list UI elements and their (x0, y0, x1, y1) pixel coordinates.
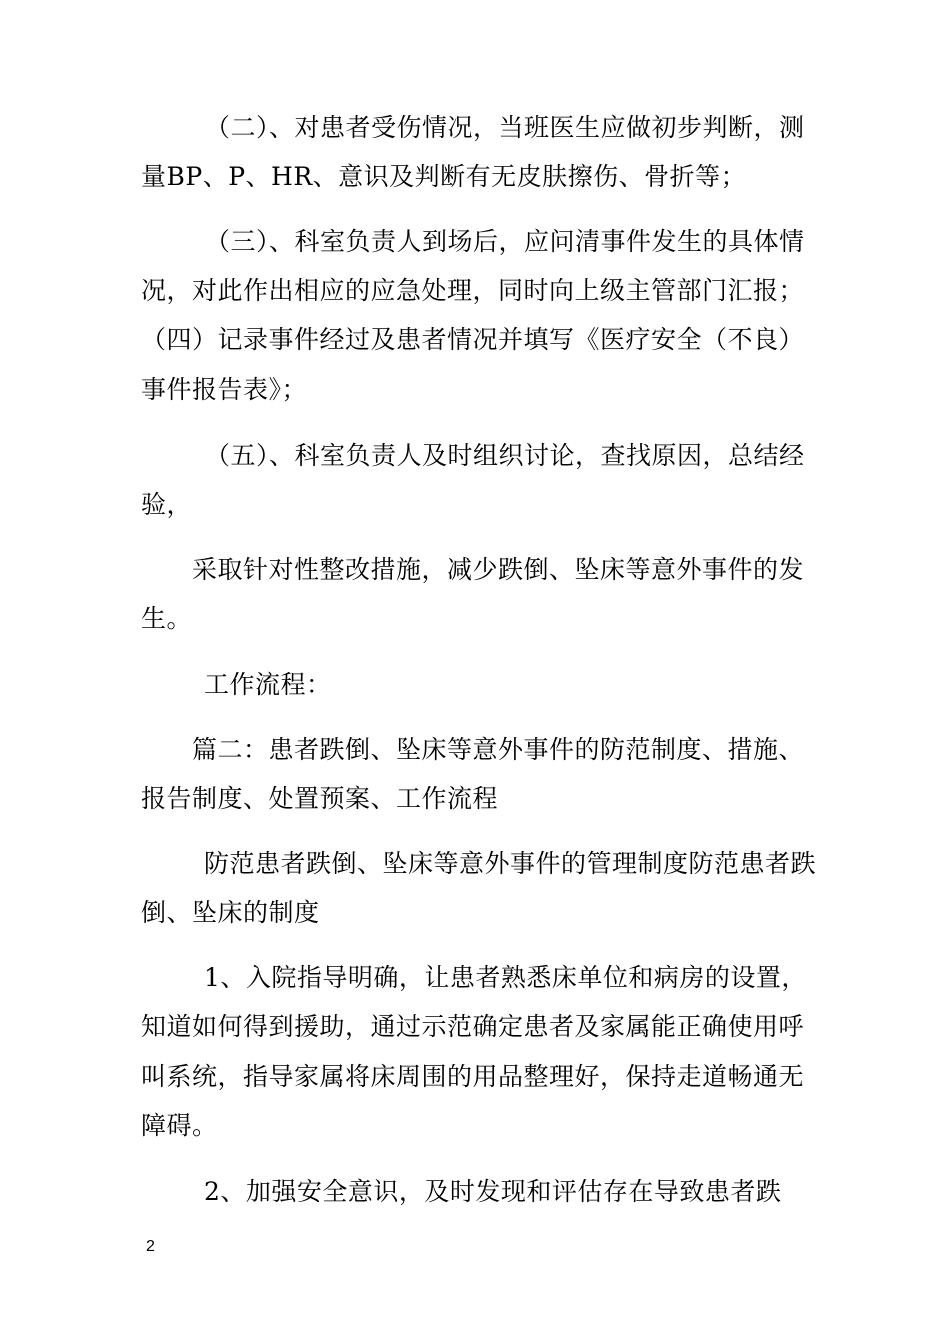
text-line: 验， (141, 490, 193, 519)
page-number: 2 (146, 1238, 155, 1255)
text-line: 倒、坠床的制度 (141, 898, 320, 927)
text-line: 事件报告表》； (141, 375, 308, 404)
text-line: 工作流程： (204, 670, 332, 699)
text-line: 知道如何得到援助，通过示范确定患者及家属能正确使用呼 (141, 1012, 805, 1041)
text-line: （二）、对患者受伤情况，当班医生应做初步判断，测 (205, 113, 805, 142)
text-line: 采取针对性整改措施，减少跌倒、坠床等意外事件的发 (192, 555, 805, 584)
text-line: （四）记录事件经过及患者情况并填写《医疗安全（不良） (141, 325, 805, 354)
text-line: 障碍。 (141, 1111, 218, 1140)
text-line: 量BP、P、HR、意识及判断有无皮肤擦伤、骨折等； (141, 162, 747, 191)
text-line: 篇二：患者跌倒、坠床等意外事件的防范制度、措施、 (192, 735, 805, 764)
text-line: 2、加强安全意识，及时发现和评估存在导致患者跌 (204, 1177, 782, 1206)
text-line: 1、入院指导明确，让患者熟悉床单位和病房的设置， (204, 963, 807, 992)
text-line: 生。 (141, 604, 193, 633)
text-line: （三）、科室负责人到场后，应问清事件发生的具体情 (205, 227, 805, 256)
text-line: 叫系统，指导家属将床周围的用品整理好，保持走道畅通无 (141, 1062, 805, 1091)
text-line: （五）、科室负责人及时组织讨论，查找原因，总结经 (205, 441, 805, 470)
text-line: 报告制度、处置预案、工作流程 (141, 784, 499, 813)
text-line: 防范患者跌倒、坠床等意外事件的管理制度防范患者跌 (204, 849, 817, 878)
text-line: 况，对此作出相应的应急处理，同时向上级主管部门汇报； (141, 276, 805, 305)
